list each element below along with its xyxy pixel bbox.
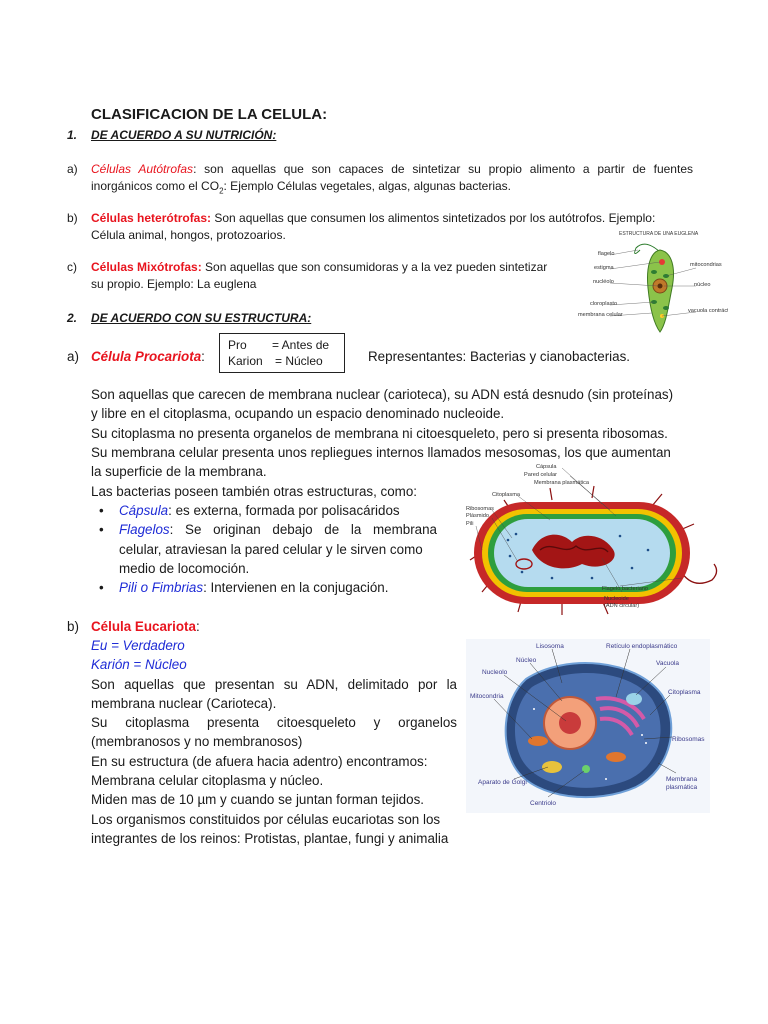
eucariota-line-1-text: Son aquellas que presentan su ADN, delimitado por la (91, 677, 457, 692)
eucariota-line-5: En su estructura (de afuera hacia adentro) encontramos: (91, 754, 428, 769)
mixotrofas-text: Son aquellas que son consumidoras y a la vez pueden sintetizar (201, 260, 548, 274)
eucariota-term: Célula Eucariota (91, 619, 196, 634)
cell-label-mitocondria: Mitocondria (470, 693, 504, 700)
box-karion: Karion (228, 354, 263, 368)
item-c-line2: su propio. Ejemplo: La euglena (91, 277, 257, 291)
bact-label-membrana: Membrana plasmática (534, 480, 590, 486)
eucariota-line-1 (91, 675, 457, 694)
item-b-line2: Célula animal, hongos, protozoarios. (91, 228, 286, 242)
euglena-diagram (576, 228, 728, 338)
bact-label-capsula: Cápsula (536, 464, 557, 470)
etymology-box (219, 333, 345, 373)
box-nucleo: = Núcleo (275, 354, 323, 368)
procariota-marker: a) (67, 349, 79, 364)
item-c-marker: c) (67, 260, 77, 274)
cell-label-nucleo: Núcleo (516, 657, 537, 664)
capsula-text: : es externa, formada por polisacáridos (168, 503, 400, 518)
cell-label-vacuola: Vacuola (656, 660, 680, 667)
flagelos-text-3: medio de locomoción. (119, 561, 250, 576)
procariota-colon: : (201, 349, 205, 364)
autotrofas-line2-post: : Ejemplo Células vegetales, algas, algunas bacterias. (223, 179, 512, 193)
bact-label-pili: Pili (466, 521, 474, 527)
box-pro: Pro (228, 338, 247, 352)
pili-term: Pili o Fimbrias (119, 580, 204, 595)
item-c-line1 (91, 259, 547, 276)
euglena-label-mitocondrias: mitocondrias (690, 262, 722, 268)
bacteria-diagram (452, 460, 720, 616)
procariota-line-4: Su membrana celular presenta unos repliegues internos llamados mesosomas, los que aumentan (91, 445, 671, 460)
heterotrofas-term: Células heterótrofas: (91, 211, 212, 225)
item-a-line2 (91, 178, 511, 199)
euglena-title: ESTRUCTURA DE UNA EUGLENA (619, 231, 699, 237)
cell-label-lisosoma: Lisosoma (536, 643, 564, 650)
bact-label-nucleoide: Nucleoide (604, 596, 629, 602)
bact-label-pared: Pared celular (524, 472, 557, 478)
bacteria-figure (452, 460, 720, 616)
cell-label-nucleolo: Nucleolo (482, 669, 508, 676)
item-a-marker: a) (67, 162, 78, 176)
bullet-dot: • (99, 503, 104, 518)
bact-label-ribosomas: Ribosomas (466, 506, 494, 512)
item-b-marker: b) (67, 211, 78, 225)
procariota-line-6: Las bacterias poseen también otras estructuras, como: (91, 484, 418, 499)
item-a-line1 (91, 161, 693, 178)
eucariota-line-4: (membranosos y no membranosos) (91, 734, 303, 749)
capsula-term: Cápsula (119, 503, 169, 518)
eucariota-colon: : (195, 619, 200, 634)
eucariota-marker: b) (67, 619, 79, 634)
bullet-flagelos (119, 520, 437, 539)
euglena-label-vacuola: vacuola contráctil (688, 308, 728, 314)
karion-definition: Karión = Núcleo (91, 657, 187, 672)
eucariota-line-9: integrantes de los reinos: Protistas, plantae, fungi y animalia (91, 831, 449, 846)
euglena-label-cloroplasto: cloroplasto (590, 301, 618, 307)
bact-label-plasmido: Plásmido (466, 513, 490, 519)
section-2-number: 2. (67, 311, 78, 325)
mixotrofas-term: Células Mixótrofas: (91, 260, 202, 274)
procariota-representantes: Representantes: Bacterias y cianobacterias. (368, 349, 631, 364)
eukaryotic-cell-figure (466, 639, 710, 813)
section-2-heading: DE ACUERDO CON SU ESTRUCTURA: (91, 311, 312, 325)
page-title: CLASIFICACION DE LA CELULA: (91, 106, 328, 123)
bullet-capsula (119, 501, 400, 520)
bullet-dot: • (99, 522, 104, 537)
eucariota-line-6: Membrana celular citoplasma y núcleo. (91, 773, 324, 788)
cell-label-membrana: Membrana (666, 776, 698, 783)
bact-label-citoplasma: Citoplasma (492, 492, 520, 498)
bact-label-flagelo: Flagelo bacteriano (602, 586, 649, 592)
euglena-figure (576, 228, 728, 338)
bullet-pili (119, 578, 388, 597)
flagelos-text-2: celular, atraviesan la pared celular y le sirven como (119, 542, 423, 557)
cell-label-plasmatica: plasmática (666, 784, 698, 791)
euglena-label-nucleolo: nucléolo (593, 279, 614, 285)
eucariota-line-2: membrana nuclear (Carioteca). (91, 696, 277, 711)
pili-text: : Intervienen en la conjugación. (203, 580, 389, 595)
procariota-line-3: Su citoplasma no presenta organelos de membrana ni citoesqueleto, pero si presenta ribosomas. (91, 426, 668, 441)
euglena-label-flagelo: flagelo (598, 251, 615, 257)
eucariota-line-8: Los organismos constituidos por células eucariotas son los (91, 812, 441, 827)
procariota-line-1: Son aquellas que carecen de membrana nuclear (carioteca), su ADN está desnudo (sin proteínas) (91, 387, 674, 402)
procariota-line-5: la superficie de la membrana. (91, 464, 267, 479)
bact-label-adn: (ADN circular) (604, 603, 640, 609)
co2-subscript: 2 (219, 186, 224, 196)
heterotrofas-text: Son aquellas que consumen los alimentos sintetizados por los autótrofos. Ejemplo: (211, 211, 656, 225)
cell-label-ribosomas: Ribosomas (672, 736, 705, 743)
procariota-line-2: y libre en el citoplasma, ocupando un espacio denominado nucleoide. (91, 406, 505, 421)
autotrofas-line2-pre: inorgánicos como el CO (91, 179, 220, 193)
autotrofas-term: Células Autótrofas (91, 162, 194, 176)
eucariota-line-3-text: Su citoplasma presenta citoesqueleto y organelos (91, 715, 457, 730)
eucariota-title (91, 617, 200, 636)
autotrofas-text: : son aquellas que son capaces de sintetizar su propio alimento a partir de fuentes (193, 162, 693, 176)
eucariota-line-7: Miden mas de 10 µm y cuando se juntan forman tejidos. (91, 792, 424, 807)
eu-definition: Eu = Verdadero (91, 638, 185, 653)
euglena-label-membrana: membrana celular (578, 312, 623, 318)
euglena-label-estigma: estigma (594, 265, 614, 271)
item-b-line1 (91, 210, 655, 227)
flagelos-text-1: : Se originan debajo de la membrana (169, 522, 437, 537)
eukaryotic-cell-diagram (466, 639, 710, 813)
cell-label-centriolo: Centriolo (530, 800, 557, 807)
procariota-title (91, 347, 205, 366)
section-1-heading: DE ACUERDO A SU NUTRICIÓN: (91, 128, 277, 142)
cell-label-reticulo: Retículo endoplasmático (606, 643, 678, 650)
box-antes-de: = Antes de (272, 338, 330, 352)
cell-label-golgi: Aparato de Golgi (478, 779, 527, 786)
cell-label-citoplasma: Citoplasma (668, 689, 701, 696)
euglena-label-nucleo: núcleo (694, 282, 711, 288)
section-1-number: 1. (67, 128, 78, 142)
bullet-dot: • (99, 580, 104, 595)
eucariota-line-3 (91, 713, 457, 732)
procariota-term: Célula Procariota (91, 349, 202, 364)
flagelos-term: Flagelos (119, 522, 170, 537)
